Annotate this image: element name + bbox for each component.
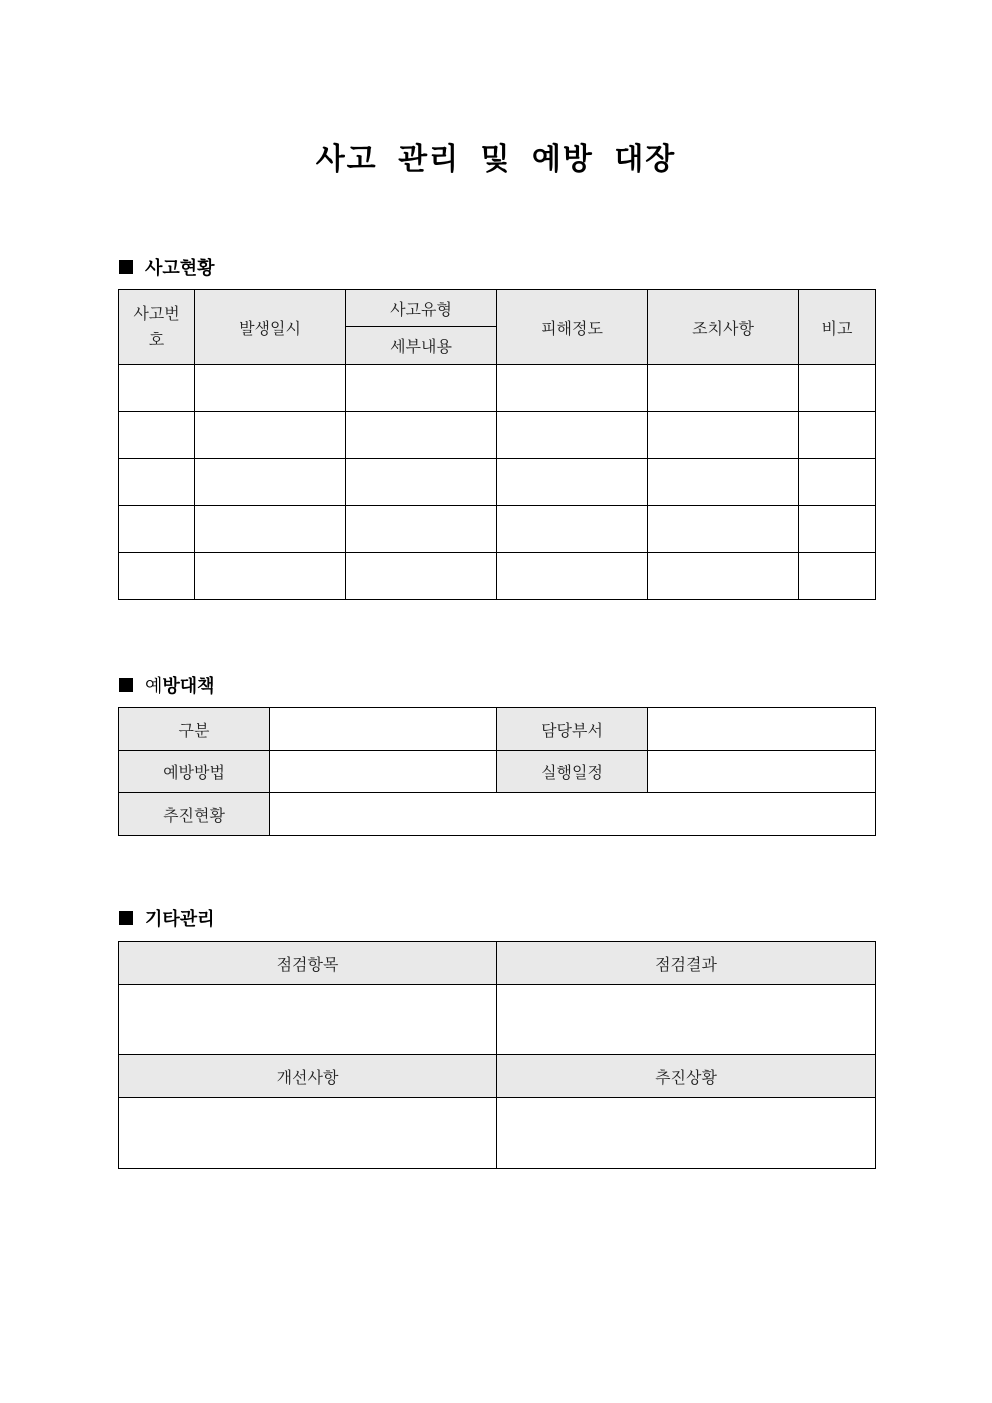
label-department: 담당부서 [497, 708, 648, 751]
cell-damage[interactable] [497, 506, 648, 553]
cell-datetime[interactable] [195, 506, 346, 553]
cell-accident-no[interactable] [119, 553, 195, 600]
section-title-bold: 방대책 [162, 676, 215, 697]
square-bullet-icon [119, 678, 133, 692]
cell-damage[interactable] [497, 365, 648, 412]
section-title-light: 예 [145, 676, 163, 697]
cell-action[interactable] [648, 412, 799, 459]
cell-action[interactable] [648, 506, 799, 553]
cell-type-detail[interactable] [346, 553, 497, 600]
label-progress-status: 추진상황 [497, 1055, 876, 1098]
cell-note[interactable] [799, 412, 876, 459]
value-progress[interactable] [270, 793, 876, 836]
cell-datetime[interactable] [195, 412, 346, 459]
value-improvement[interactable] [119, 1098, 497, 1169]
header-detail: 세부내용 [346, 327, 497, 365]
prevention-table [118, 707, 876, 836]
section-heading-accident-status [119, 254, 215, 280]
cell-type-detail[interactable] [346, 506, 497, 553]
label-improvement: 개선사항 [119, 1055, 497, 1098]
label-category: 구분 [119, 708, 270, 751]
header-accident-no-line1: 사고번 [133, 304, 180, 323]
cell-action[interactable] [648, 553, 799, 600]
value-check-item[interactable] [119, 985, 497, 1055]
cell-accident-no[interactable] [119, 459, 195, 506]
square-bullet-icon [119, 260, 133, 274]
accident-status-table [118, 289, 876, 600]
cell-damage[interactable] [497, 459, 648, 506]
cell-action[interactable] [648, 365, 799, 412]
header-action: 조치사항 [648, 290, 799, 365]
cell-type-detail[interactable] [346, 412, 497, 459]
label-method: 예방방법 [119, 751, 270, 793]
cell-type-detail[interactable] [346, 365, 497, 412]
table-row [119, 412, 876, 459]
table-row [119, 459, 876, 506]
cell-accident-no[interactable] [119, 412, 195, 459]
square-bullet-icon [119, 911, 133, 925]
value-progress-status[interactable] [497, 1098, 876, 1169]
header-accident-type: 사고유형 [346, 290, 497, 327]
value-category[interactable] [270, 708, 497, 751]
section-title: 기타관리 [145, 909, 215, 930]
section-title: 사고현황 [145, 258, 215, 279]
cell-note[interactable] [799, 365, 876, 412]
label-progress: 추진현황 [119, 793, 270, 836]
cell-note[interactable] [799, 553, 876, 600]
cell-action[interactable] [648, 459, 799, 506]
header-datetime: 발생일시 [195, 290, 346, 365]
header-damage: 피해정도 [497, 290, 648, 365]
label-check-item: 점검항목 [119, 942, 497, 985]
cell-type-detail[interactable] [346, 459, 497, 506]
cell-accident-no[interactable] [119, 365, 195, 412]
cell-accident-no[interactable] [119, 506, 195, 553]
section-heading-other [119, 905, 215, 931]
document-title: 사고 관리 및 예방 대장 [315, 142, 677, 177]
value-check-result[interactable] [497, 985, 876, 1055]
table-row [119, 553, 876, 600]
other-management-table [118, 941, 876, 1169]
cell-damage[interactable] [497, 553, 648, 600]
header-accident-no [119, 290, 195, 365]
header-accident-no-line2: 호 [148, 330, 165, 349]
value-schedule[interactable] [648, 751, 876, 793]
label-schedule: 실행일정 [497, 751, 648, 793]
cell-note[interactable] [799, 506, 876, 553]
table-row [119, 365, 876, 412]
cell-datetime[interactable] [195, 365, 346, 412]
value-method[interactable] [270, 751, 497, 793]
header-note: 비고 [799, 290, 876, 365]
table-row [119, 506, 876, 553]
label-check-result: 점검결과 [497, 942, 876, 985]
cell-note[interactable] [799, 459, 876, 506]
cell-datetime[interactable] [195, 553, 346, 600]
section-heading-prevention [119, 672, 215, 698]
cell-datetime[interactable] [195, 459, 346, 506]
cell-damage[interactable] [497, 412, 648, 459]
value-department[interactable] [648, 708, 876, 751]
